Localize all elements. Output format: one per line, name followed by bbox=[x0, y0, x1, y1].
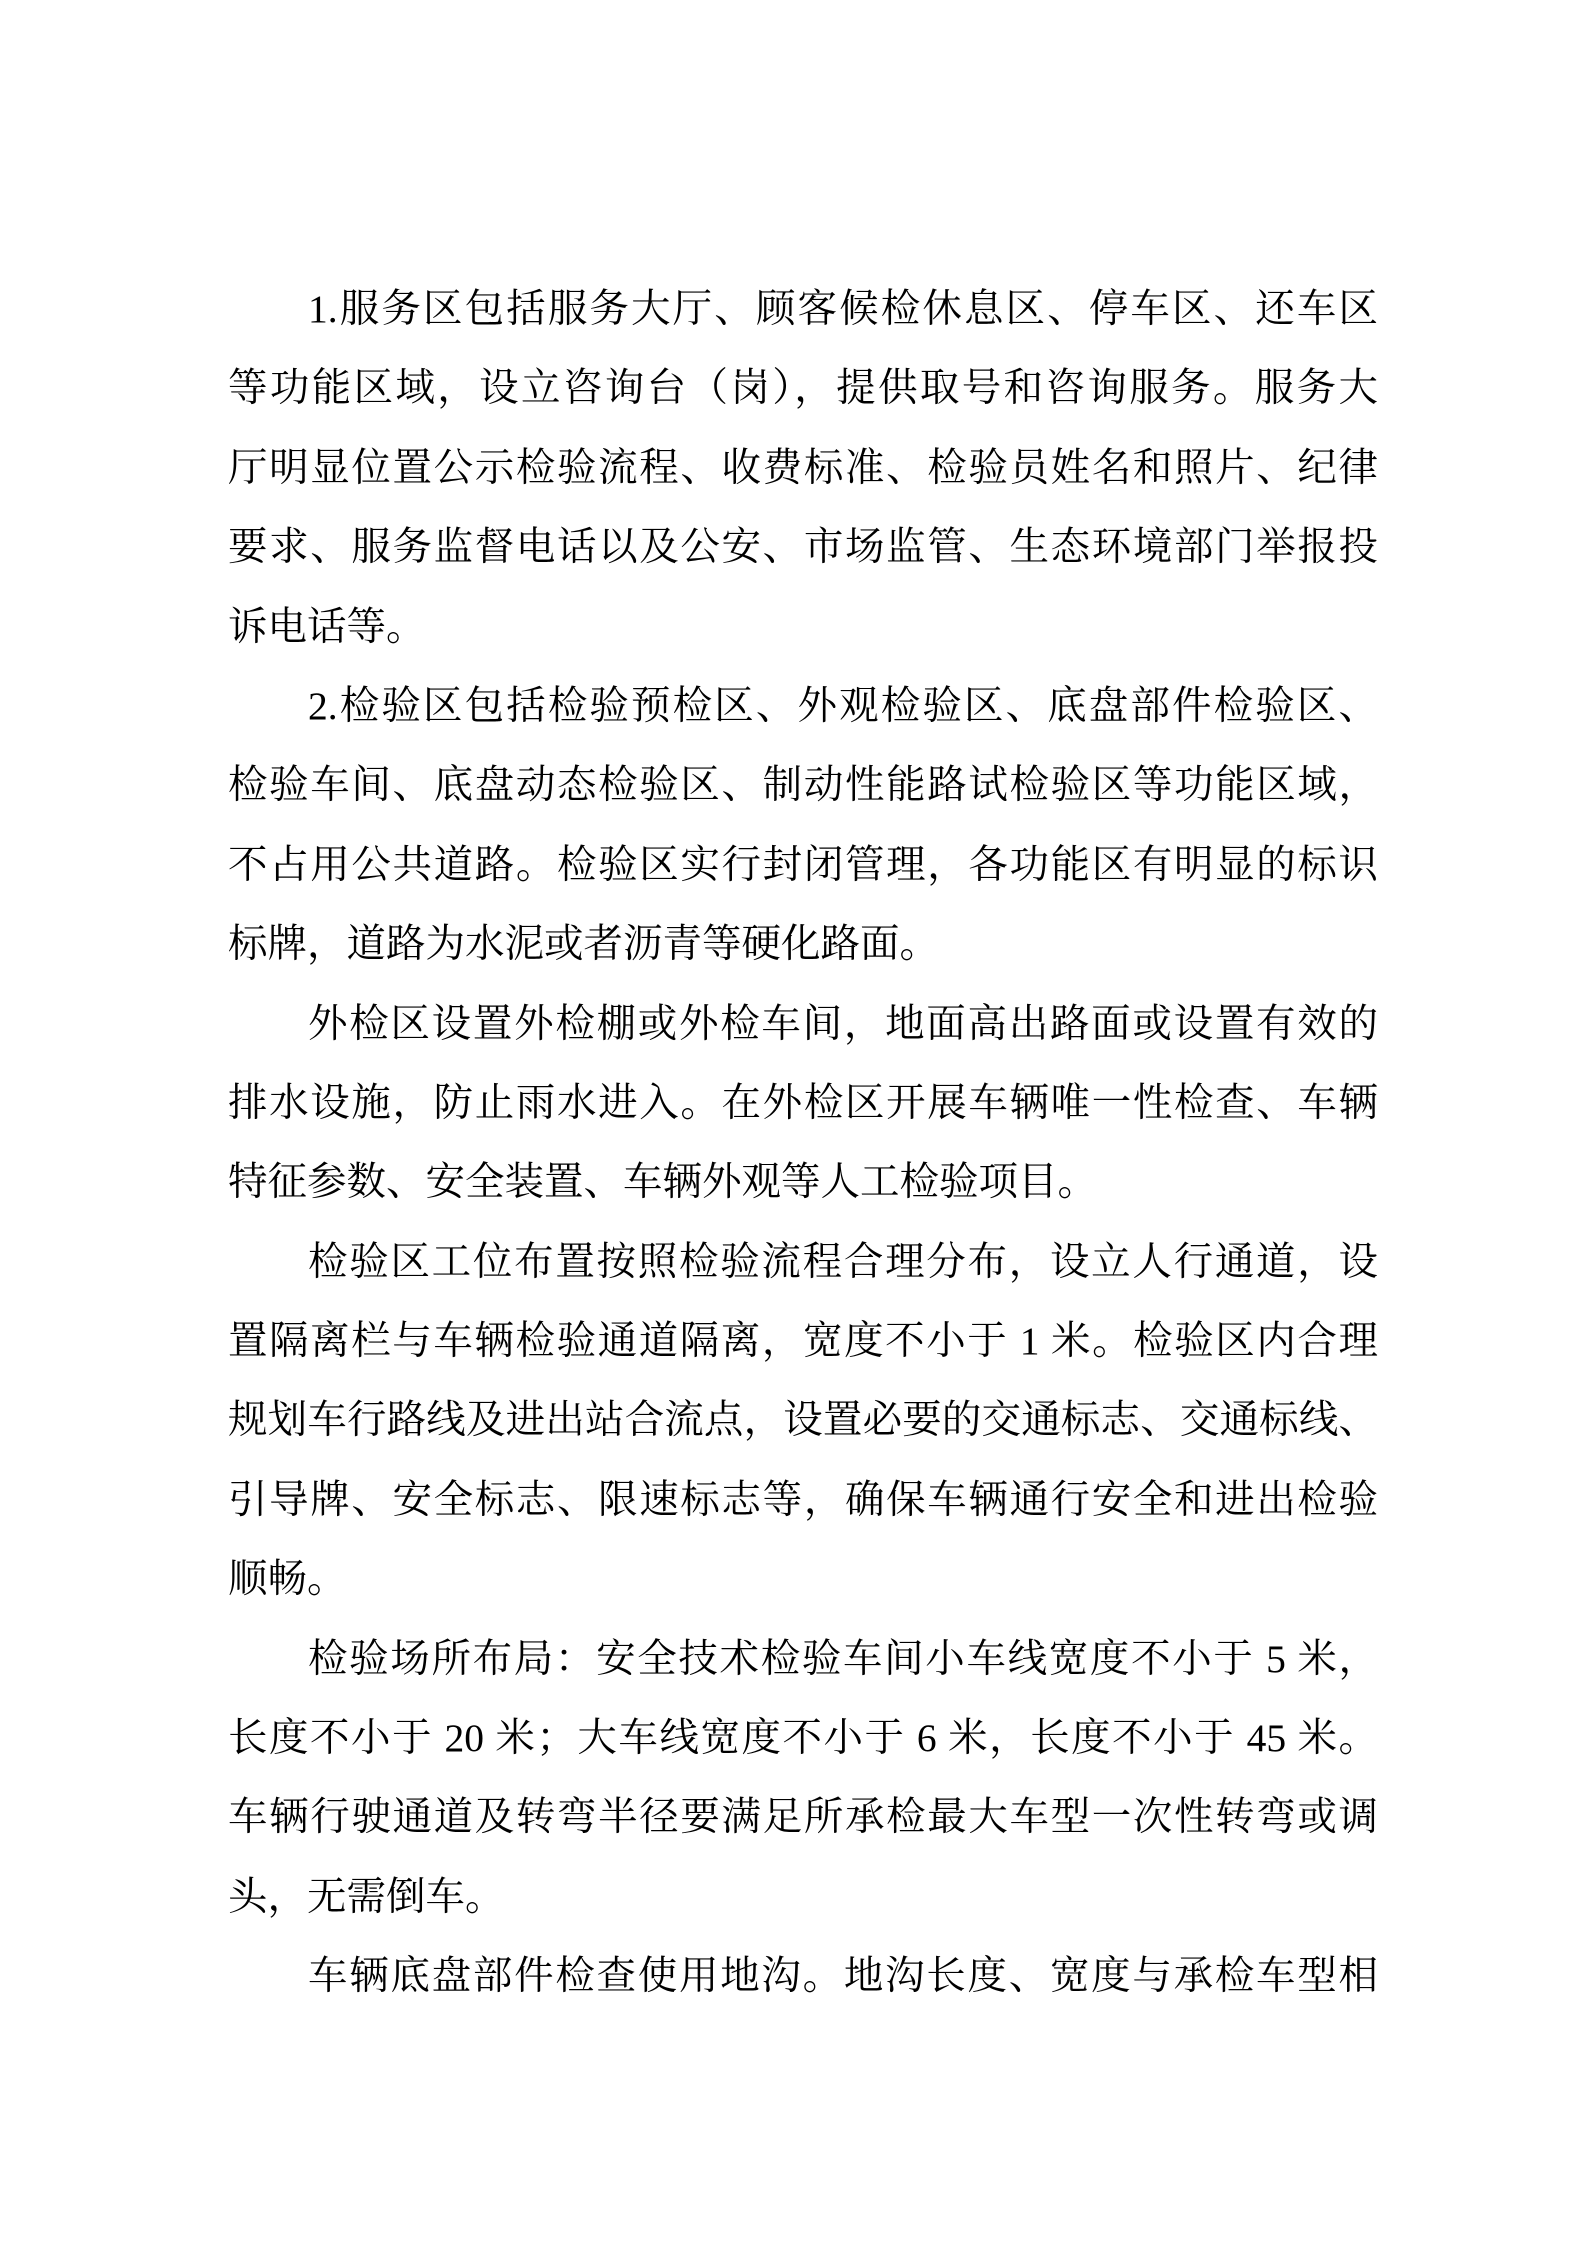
paragraph-5-line-3: 车辆行驶通道及转弯半径要满足所承检最大车型一次性转弯或调 bbox=[228, 1795, 1378, 1840]
paragraph-service-area bbox=[228, 270, 1378, 667]
paragraph-site-dimensions bbox=[228, 1620, 1378, 1938]
paragraph-1-line-1: 1.服务区包括服务大厅、顾客候检休息区、停车区、还车区 bbox=[308, 287, 1378, 331]
paragraph-4-line-2: 置隔离栏与车辆检验通道隔离，宽度不小于 1 米。检验区内合理 bbox=[228, 1319, 1378, 1364]
paragraph-5-line-1: 检验场所布局：安全技术检验车间小车线宽度不小于 5 米， bbox=[308, 1636, 1378, 1681]
paragraph-4-line-5: 顺畅。 bbox=[228, 1557, 347, 1602]
paragraph-2-line-1: 2.检验区包括检验预检区、外观检验区、底盘部件检验区、 bbox=[308, 683, 1378, 728]
paragraph-4-line-4: 引导牌、安全标志、限速标志等，确保车辆通行安全和进出检验 bbox=[228, 1477, 1378, 1522]
paragraph-2-line-3: 不占用公共道路。检验区实行封闭管理，各功能区有明显的标识 bbox=[228, 842, 1378, 887]
paragraph-inspection-area bbox=[228, 667, 1378, 985]
paragraph-2-line-4: 标牌，道路为水泥或者沥青等硬化路面。 bbox=[228, 922, 939, 967]
paragraph-3-line-1: 外检区设置外检棚或外检车间，地面高出路面或设置有效的 bbox=[308, 1001, 1378, 1046]
paragraph-1-line-3: 厅明显位置公示检验流程、收费标准、检验员姓名和照片、纪律 bbox=[228, 445, 1378, 490]
document-text-block bbox=[228, 270, 1378, 2017]
paragraph-4-line-1: 检验区工位布置按照检验流程合理分布，设立人行通道，设 bbox=[308, 1239, 1378, 1284]
paragraph-5-line-2: 长度不小于 20 米；大车线宽度不小于 6 米，长度不小于 45 米。 bbox=[228, 1716, 1378, 1761]
paragraph-4-line-3: 规划车行路线及进出站合流点，设置必要的交通标志、交通标线、 bbox=[228, 1398, 1378, 1443]
paragraph-2-line-2: 检验车间、底盘动态检验区、制动性能路试检验区等功能区域， bbox=[228, 763, 1378, 808]
paragraph-3-line-3: 特征参数、安全装置、车辆外观等人工检验项目。 bbox=[228, 1160, 1097, 1205]
paragraph-1-line-2: 等功能区域，设立咨询台（岗），提供取号和咨询服务。服务大 bbox=[228, 366, 1378, 411]
paragraph-3-line-2: 排水设施，防止雨水进入。在外检区开展车辆唯一性检查、车辆 bbox=[228, 1080, 1378, 1125]
paragraph-1-line-5: 诉电话等。 bbox=[228, 604, 426, 649]
paragraph-1-line-4: 要求、服务监督电话以及公安、市场监管、生态环境部门举报投 bbox=[228, 525, 1378, 570]
paragraph-6-line-1: 车辆底盘部件检查使用地沟。地沟长度、宽度与承检车型相 bbox=[308, 1954, 1378, 1999]
paragraph-5-line-4: 头，无需倒车。 bbox=[228, 1874, 505, 1919]
paragraph-workstation-layout bbox=[228, 1223, 1378, 1620]
paragraph-chassis-pit bbox=[228, 1937, 1378, 2016]
paragraph-exterior-check-area bbox=[228, 985, 1378, 1223]
